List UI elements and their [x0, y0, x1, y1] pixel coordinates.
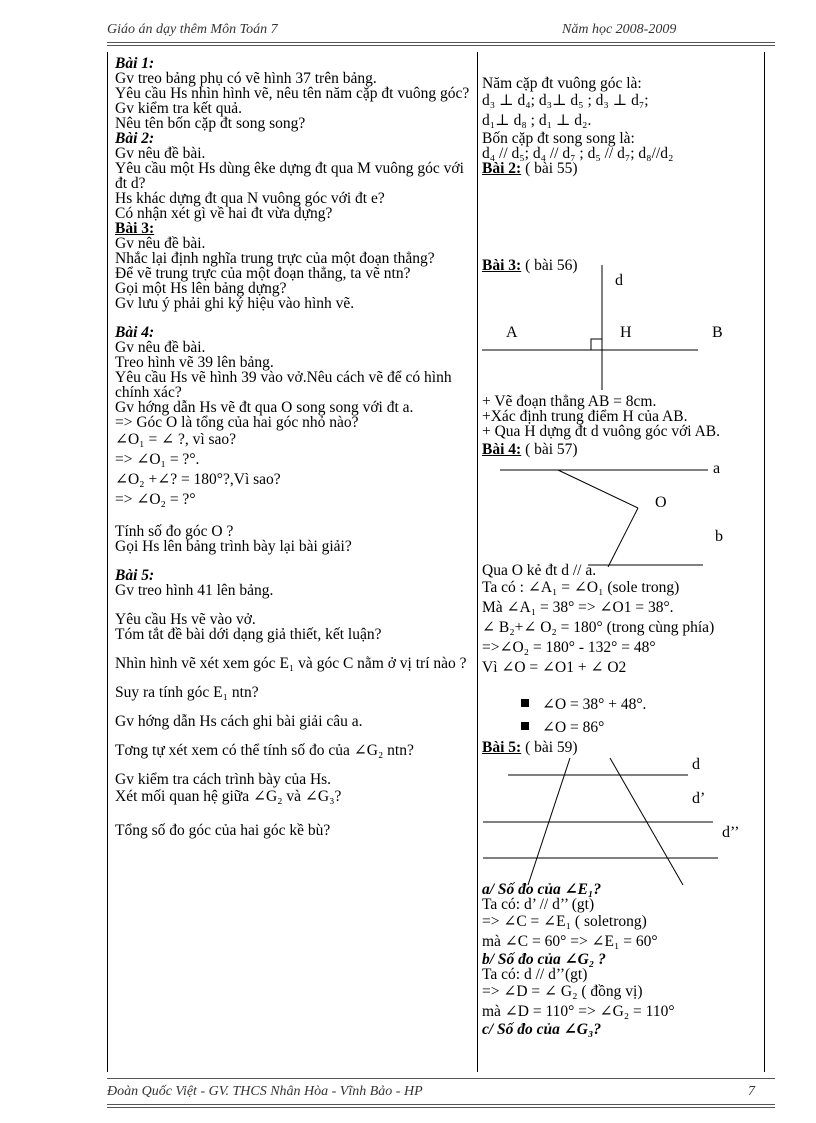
left_col-line	[115, 807, 471, 821]
right_bai4-line: Vì ∠O = ∠O1 + ∠ O2	[482, 659, 627, 676]
header-right: Năm học 2008-2009	[562, 22, 677, 37]
left_col-line: Để vẽ trung trực của một đoạn thẳng, ta vẽ ntn?	[115, 265, 411, 282]
left_col-line	[115, 598, 471, 612]
left_col-line: => ∠O₁ = ?°.	[115, 451, 200, 468]
left_col-line	[115, 700, 471, 714]
left_col-line: Yêu cầu một Hs dùng êke dựng đt qua M vuông góc với đt d?	[115, 160, 464, 192]
bullet-2-text: ∠O = 86°	[542, 719, 605, 736]
left_col-line: Gv lưu ý phải ghi ký hiệu vào hình vẽ.	[115, 295, 355, 312]
left_col-line: Nhìn hình vẽ xét xem góc E₁ và góc C nằm ở vị trí nào ?	[115, 655, 467, 672]
bai4-label: Bài 4:	[482, 441, 522, 458]
right_bai5-line: => ∠C = ∠E₁ ( soletrong)	[482, 913, 647, 930]
left_col-line	[115, 510, 471, 524]
right_bai5-line: a/ Số đo của ∠E₁?	[482, 881, 602, 898]
footer-rule-3	[107, 1107, 775, 1108]
left_col-line: Bài 5:	[115, 567, 155, 584]
bai5-label-d: d	[692, 756, 700, 773]
right_top-line: Năm cặp đt vuông góc là:	[482, 75, 642, 92]
right_bai5-line: mà ∠D = 110° => ∠G₂ = 110°	[482, 1003, 675, 1020]
left_col-line: ∠O₁ = ∠ ?, vì sao?	[115, 431, 237, 448]
bai3-label-d: d	[615, 272, 623, 289]
right_top-line: d₄ // d₅; d₄ // d₇ ; d₅ // d₇; d₈//d₂	[482, 145, 674, 162]
left_col-line: Có nhận xét gì về hai đt vừa dựng?	[115, 205, 333, 222]
left_col-line	[115, 729, 471, 743]
footer-rule-2	[107, 1104, 775, 1105]
header-rule-2	[107, 45, 775, 46]
bai3-label: Bài 3:	[482, 257, 522, 274]
left_col-line: Gv hớng dẫn Hs cách ghi bài giải câu a.	[115, 713, 363, 730]
left_col-line: Hs khác dựng đt qua N vuông góc với đt e?	[115, 190, 385, 207]
bai4-label-b: b	[715, 528, 723, 545]
footer-right: 7	[748, 1084, 755, 1099]
bai5-label-d2: d’’	[722, 824, 740, 841]
right_bai5-line: => ∠D = ∠ G₂ ( đồng vị)	[482, 983, 643, 1000]
left_col-line: Bài 1:	[115, 55, 155, 72]
left_col-line: Gv nêu đề bài.	[115, 339, 206, 356]
header-left: Giáo án dạy thêm Môn Toán 7	[107, 22, 278, 37]
left_col-line: Tính số đo góc O ?	[115, 523, 234, 540]
bai5-label: Bài 5:	[482, 739, 522, 756]
bullet-2	[521, 722, 529, 730]
right_bai5-line: mà ∠C = 60° => ∠E₁ = 60°	[482, 933, 658, 950]
bai5-solution	[482, 882, 767, 1037]
bai5-label-d1: d’	[692, 790, 706, 807]
right_bai4-line: Mà ∠A₁ = 38° => ∠O1 = 38°.	[482, 599, 674, 616]
right_bai5-line: b/ Số đo của ∠G₂ ?	[482, 951, 606, 968]
right_mid-line: +Xác định trung điểm H của AB.	[482, 408, 688, 425]
left_col-line: Gv hớng dẫn Hs vẽ đt qua O song song với đt a.	[115, 399, 414, 416]
right_top-line: Bài 2: ( bài 55)	[482, 160, 578, 177]
left_col-line: Gọi Hs lên bảng trình bày lại bài giải?	[115, 538, 352, 555]
bai4-figure	[478, 455, 763, 575]
bai4-solution	[482, 563, 767, 678]
right_mid-line: + Qua H dựng đt d vuông góc với AB.	[482, 423, 721, 440]
frame-left	[107, 52, 108, 1072]
right_bai5-line: Ta có: d // d’’(gt)	[482, 966, 588, 983]
bai5-tail: ( bài 59)	[521, 739, 578, 756]
bai3-label-b: B	[712, 324, 723, 341]
left_col-line: Gv kiểm tra cách trình bày của Hs.	[115, 771, 332, 788]
right_top-line: Bốn cặp đt song song là:	[482, 130, 635, 147]
left_col-line: Tơng tự xét xem có thể tính số đo của ∠G₂ ntn?	[115, 742, 414, 759]
left_col-line: Yêu cầu Hs vẽ vào vở.	[115, 611, 256, 628]
left_col-line: Bài 4:	[115, 324, 155, 341]
left_col-line: Treo hình vẽ 39 lên bảng.	[115, 354, 274, 371]
right_top-line: d₃ ⊥ d₄; d₃⊥ d₅ ; d₃ ⊥ d₇;	[482, 92, 649, 109]
right_bai5-line: c/ Số đo của ∠G₃?	[482, 1021, 602, 1038]
bai3-figure	[478, 250, 763, 390]
left_col-line: Bài 3:	[115, 220, 155, 237]
bai3-steps	[482, 394, 767, 439]
left_col-line: Gv kiểm tra kết quả.	[115, 100, 242, 117]
left_col-line: Xét mối quan hệ giữa ∠G₂ và ∠G₃?	[115, 788, 342, 805]
left_col-line: Bài 2:	[115, 130, 155, 147]
header-rule	[107, 42, 775, 43]
footer-left: Đoàn Quốc Việt - GV. THCS Nhân Hòa - Vĩnh Bảo - HP	[107, 1084, 423, 1099]
bai4-label-o: O	[655, 494, 667, 511]
left_col-line: Gv nêu đề bài.	[115, 145, 206, 162]
left_col-line: Tóm tắt đề bài dới dạng giả thiết, kết luận?	[115, 626, 382, 643]
left_col-line: ∠O₂ +∠? = 180°?,Vì sao?	[115, 471, 281, 488]
left_col-line: Yêu cầu Hs nhìn hình vẽ, nêu tên năm cặp đt vuông góc?	[115, 85, 470, 102]
bullet-1	[521, 699, 529, 707]
left_col-line: Yêu cầu Hs vẽ hình 39 vào vở.Nêu cách vẽ để có hình chính xác?	[115, 369, 452, 401]
left_col-line: => Góc O là tổng của hai góc nhỏ nào?	[115, 414, 359, 431]
left_col-line	[115, 671, 471, 685]
left_col-line	[115, 554, 471, 568]
bai4-tail: ( bài 57)	[521, 441, 578, 458]
left_col-line	[115, 642, 471, 656]
right_bai4-line: Qua O kẻ đt d // a.	[482, 562, 597, 579]
ray-oa	[558, 470, 638, 508]
right_bai5-line: Ta có: d’ // d’’ (gt)	[482, 896, 595, 913]
footer-rule	[107, 1078, 775, 1079]
solutions-top	[482, 76, 762, 176]
right_bai4-line: =>∠O₂ = 180° - 132° = 48°	[482, 639, 656, 656]
left_col-line: Gọi một Hs lên bảng dựng?	[115, 280, 287, 297]
right_bai4-line: Ta có : ∠A₁ = ∠O₁ (sole trong)	[482, 579, 680, 596]
right_top-line: d₁⊥ d₈ ; d₁ ⊥ d₂.	[482, 112, 592, 129]
left_col-line	[115, 311, 471, 325]
ray-ob	[608, 508, 638, 567]
bullet-1-text: ∠O = 38° + 48°.	[542, 696, 647, 713]
left_col-line: Tổng số đo góc của hai góc kề bù?	[115, 822, 331, 839]
left_col-line: Gv treo hình 41 lên bảng.	[115, 582, 274, 599]
bai3-label-a: A	[506, 324, 518, 341]
left_col-line: Suy ra tính góc E₁ ntn?	[115, 684, 259, 701]
teacher-activities	[115, 56, 471, 841]
left_col-line	[115, 758, 471, 772]
left_col-line: Nêu tên bốn cặp đt song song?	[115, 115, 306, 132]
left_col-line: Nhắc lại định nghĩa trung trực của một đoạn thẳng?	[115, 250, 435, 267]
left_col-line: Gv treo bảng phụ có vẽ hình 37 trên bảng.	[115, 70, 377, 87]
bai5-figure	[478, 750, 763, 890]
right-angle-mark	[591, 339, 602, 350]
bai3-tail: ( bài 56)	[521, 257, 578, 274]
bai3-label-h: H	[620, 324, 632, 341]
left_col-line: Gv nêu đề bài.	[115, 235, 206, 252]
bai4-label-a: a	[713, 460, 721, 477]
right_mid-line: + Vẽ đoạn thẳng AB = 8cm.	[482, 393, 657, 410]
right_bai4-line: ∠ B₂+∠ O₂ = 180° (trong cùng phía)	[482, 619, 715, 636]
left_col-line: => ∠O₂ = ?°	[115, 491, 196, 508]
